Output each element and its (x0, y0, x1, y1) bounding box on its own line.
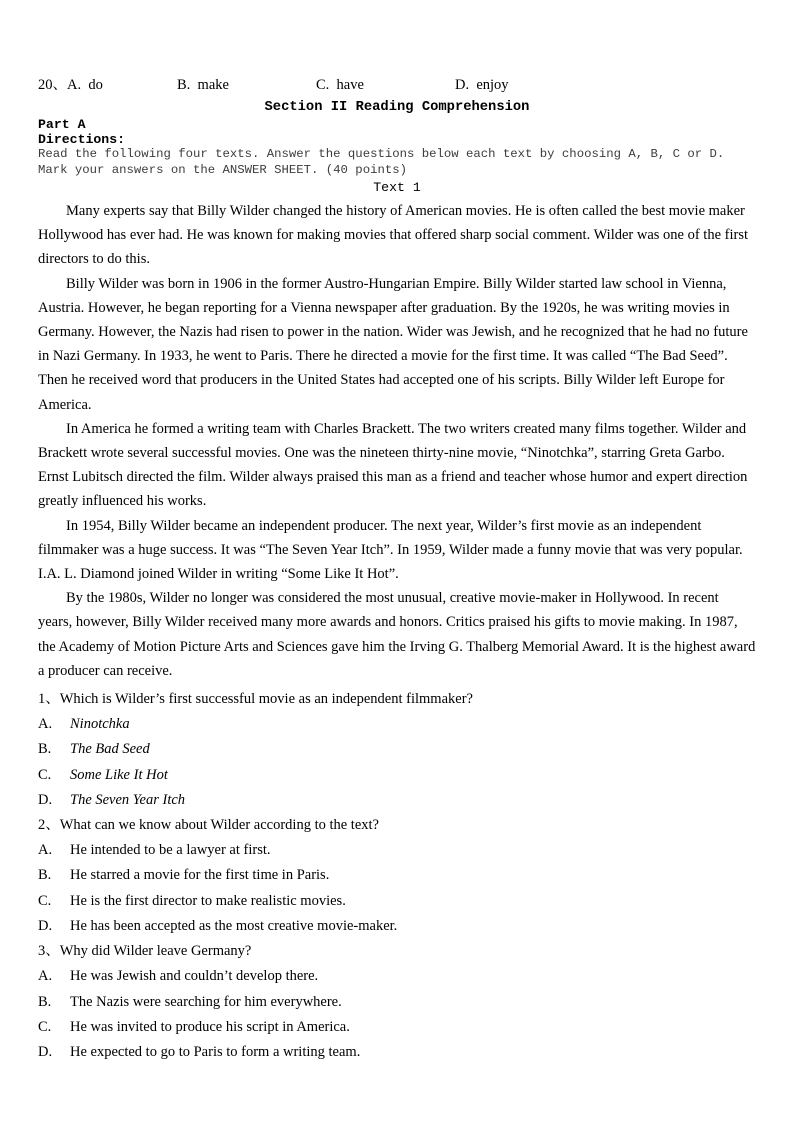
question-3-option-a (38, 964, 756, 989)
question-20-option-b: B. make (177, 77, 229, 93)
option-letter: A. (38, 842, 53, 859)
question-3-option-d (38, 1040, 756, 1065)
question-3-option-c (38, 1015, 756, 1040)
option-text: The Seven Year Itch (70, 791, 186, 808)
question-20-option-a: 20、A. do (38, 77, 103, 93)
option-text: The Nazis were searching for him everywhere. (70, 993, 342, 1010)
questions-section (38, 687, 756, 1065)
question-2-option-d (38, 914, 756, 939)
paragraph-1: Many experts say that Billy Wilder changed the history of American movies. He is often called the best movie maker Hollywood has ever had. He was known for making movies that offered sharp social comment. Wilder was one of the first directors to do this. (38, 203, 749, 268)
question-2-option-b (38, 863, 756, 888)
option-text: He was Jewish and couldn’t develop there. (70, 968, 319, 985)
question-3-stem: 3、Why did Wilder leave Germany? (38, 943, 252, 960)
option-text: He expected to go to Paris to form a writing team. (70, 1043, 361, 1060)
option-letter: C. (38, 766, 52, 783)
option-text: The Bad Seed (70, 741, 150, 758)
option-text: He was invited to produce his script in America. (70, 1018, 350, 1035)
question-1-stem: 1、Which is Wilder’s first successful movie as an independent filmmaker? (38, 691, 473, 708)
option-text: He is the first director to make realistic movies. (70, 892, 346, 909)
question-2-option-a (38, 838, 756, 863)
option-letter: B. (38, 741, 52, 758)
option-letter: A. (38, 968, 53, 985)
question-1-option-d (38, 788, 756, 813)
option-text: He intended to be a lawyer at first. (70, 842, 271, 859)
question-2-option-c (38, 889, 756, 914)
question-2-stem: 2、What can we know about Wilder according to the text? (38, 817, 379, 834)
section-title: Section II Reading Comprehension (264, 100, 530, 115)
question-1-option-c (38, 763, 756, 788)
question-1-option-a (38, 712, 756, 737)
question-20-option-c: C. have (316, 77, 364, 93)
option-text: He has been accepted as the most creative movie-maker. (70, 917, 398, 934)
option-letter: D. (38, 917, 53, 934)
directions-text: Read the following four texts. Answer the questions below each text by choosing A, B, C or D. Mark your answers on the ANSWER SHEET. (40 points) (38, 147, 725, 177)
option-letter: D. (38, 1043, 53, 1060)
text-1-label: Text 1 (373, 180, 421, 195)
option-letter: B. (38, 867, 52, 884)
part-a-label: Part A (38, 117, 86, 132)
paragraph-5: By the 1980s, Wilder no longer was considered the most unusual, creative movie-maker in Hollywood. In recent years, however, Billy Wilder received many more awards and honors. Critics praised his gifts to movie making. In 1987, the Academy of Motion Picture Arts and Sciences gave him the Irving G. Thalberg Memorial Award. It is the highest award a producer can receive. (38, 590, 756, 679)
paragraph-4: In 1954, Billy Wilder became an independent producer. The next year, Wilder’s first movie as an independent filmmaker was a huge success. It was “The Seven Year Itch”. In 1959, Wilder made a funny movie that was very popular. I.A. L. Diamond joined Wilder in writing “Some Like It Hot”. (38, 517, 743, 583)
option-letter: C. (38, 1018, 52, 1035)
option-letter: C. (38, 892, 52, 909)
option-letter: B. (38, 993, 52, 1010)
option-text: He starred a movie for the first time in Paris. (70, 867, 330, 884)
directions-label: Directions: (38, 132, 126, 147)
question-3-option-b (38, 990, 756, 1015)
paragraph-2: Billy Wilder was born in 1906 in the former Austro-Hungarian Empire. Billy Wilder started law school in Vienna, Austria. However, he began reporting for a Vienna newspaper after graduation. By the 1920s, he was writing movies in Germany. However, the Nazis had risen to power in the nation. Wider was Jewish, and he recognized that he had no future in Nazi Germany. In 1933, he went to Paris. There he directed a movie for the first time. It was called “The Bad Seed”. Then he received word that producers in the United States had accepted one of his scripts. Billy Wilder left Europe for America. (38, 275, 748, 413)
option-text: Ninotchka (70, 716, 130, 733)
question-20-option-d: D. enjoy (455, 77, 509, 93)
option-letter: A. (38, 716, 53, 733)
question-1-option-b (38, 737, 756, 762)
option-text: Some Like It Hot (70, 766, 168, 783)
paragraph-3: In America he formed a writing team with Charles Brackett. The two writers created many films together. Wilder and Brackett wrote several successful movies. One was the nineteen thirty-nine movie, “Ninotchka”, starring Greta Garbo. Ernst Lubitsch directed the film. Wilder always praised this man as a friend and teacher whose humor and expert direction greatly influenced his works. (38, 420, 748, 510)
option-letter: D. (38, 791, 53, 808)
question-20-options-row (38, 76, 756, 94)
